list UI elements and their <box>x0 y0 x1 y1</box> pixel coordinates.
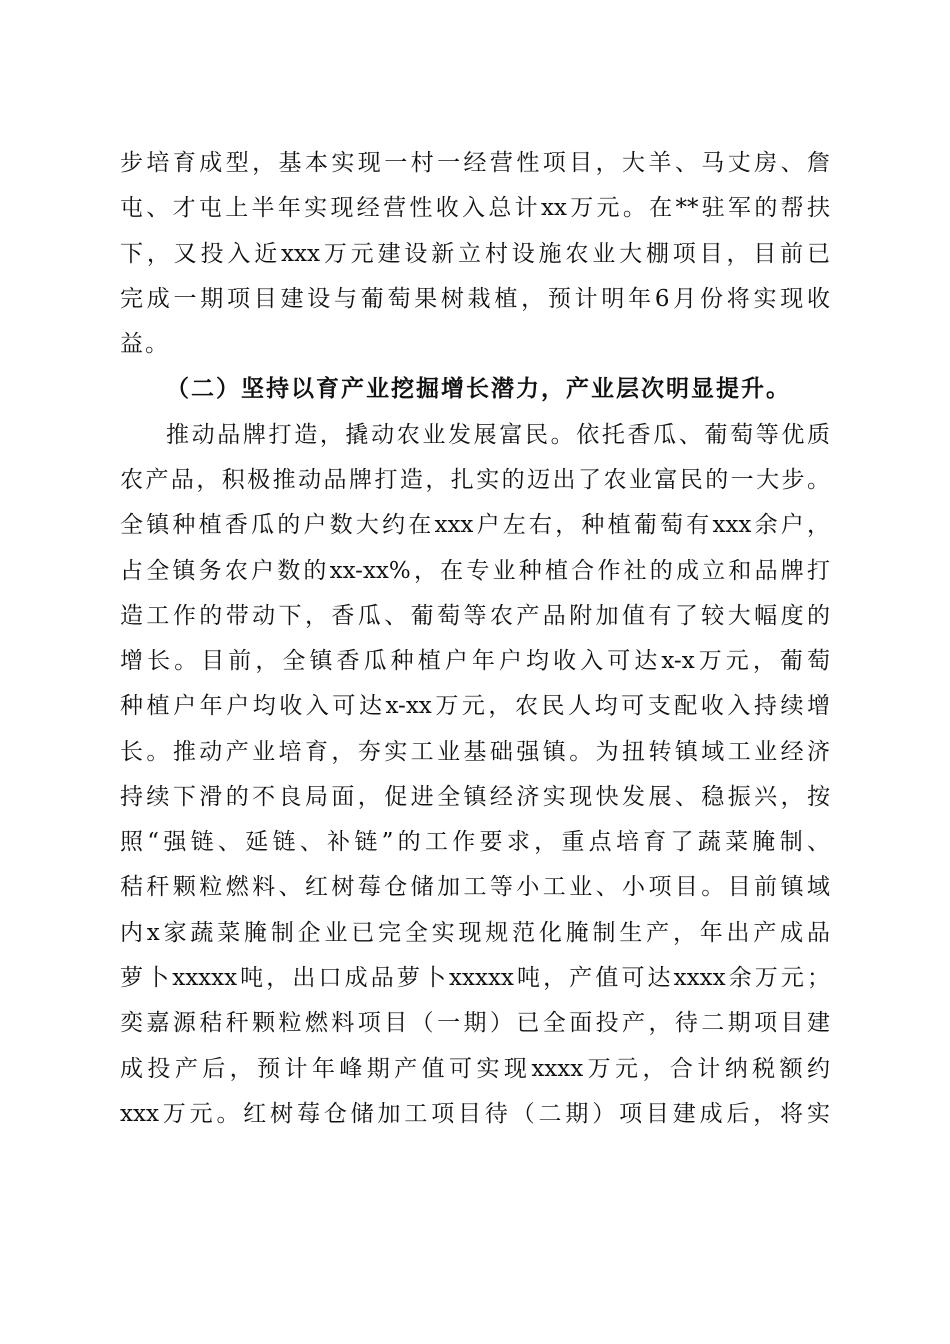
paragraph-2-line-10: 照“强链、延链、补链”的工作要求，重点培育了蔬菜腌制、 <box>120 829 830 855</box>
paragraph-2-line-15: 成投产后，预计年峰期产值可实现xxxx万元，合计纳税额约 <box>120 1056 830 1082</box>
paragraph-2-line-14: 奕嘉源秸秆颗粒燃料项目（一期）已全面投产，待二期项目建 <box>120 1010 830 1036</box>
paragraph-2-line-2: 农产品，积极推动品牌打造，扎实的迈出了农业富民的一大步。 <box>120 467 830 493</box>
paragraph-2-line-9: 持续下滑的不良局面，促进全镇经济实现快发展、稳振兴，按 <box>120 784 830 810</box>
paragraph-2-line-8: 长。推动产业培育，夯实工业基础强镇。为扭转镇域工业经济 <box>120 739 830 765</box>
paragraph-2-line-5: 造工作的带动下，香瓜、葡萄等农产品附加值有了较大幅度的 <box>120 603 830 629</box>
paragraph-2-line-11: 秸秆颗粒燃料、红树莓仓储加工等小工业、小项目。目前镇域 <box>120 874 830 900</box>
paragraph-2-line-16: xxx万元。红树莓仓储加工项目待（二期）项目建成后，将实 <box>120 1101 830 1127</box>
section-heading: （二）坚持以育产业挖掘增长潜力，产业层次明显提升。 <box>166 375 791 402</box>
paragraph-1-line-4: 完成一期项目建设与葡萄果树栽植，预计明年6月份将实现收 <box>120 286 830 312</box>
paragraph-2-line-1: 推动品牌打造，撬动农业发展富民。依托香瓜、葡萄等优质 <box>166 422 830 448</box>
paragraph-2-line-3: 全镇种植香瓜的户数大约在xxx户左右，种植葡萄有xxx余户， <box>120 512 830 538</box>
paragraph-2-line-12: 内x家蔬菜腌制企业已完全实现规范化腌制生产，年出产成品 <box>120 920 830 946</box>
paragraph-1-line-3: 下，又投入近xxx万元建设新立村设施农业大棚项目，目前已 <box>120 241 830 267</box>
paragraph-2-line-13: 萝卜xxxxx吨，出口成品萝卜xxxxx吨，产值可达xxxx余万元； <box>120 965 830 991</box>
paragraph-1-line-5: 益。 <box>120 331 170 357</box>
paragraph-1-line-1: 步培育成型，基本实现一村一经营性项目，大羊、马丈房、詹 <box>120 150 830 176</box>
paragraph-2-line-7: 种植户年户均收入可达x-xx万元，农民人均可支配收入持续增 <box>120 693 830 719</box>
paragraph-1-line-2: 屯、才屯上半年实现经营性收入总计xx万元。在**驻军的帮扶 <box>120 195 830 221</box>
paragraph-2-line-6: 增长。目前，全镇香瓜种植户年户均收入可达x-x万元，葡萄 <box>120 648 830 674</box>
paragraph-2-line-4: 占全镇务农户数的xx-xx%，在专业种植合作社的成立和品牌打 <box>120 558 830 584</box>
